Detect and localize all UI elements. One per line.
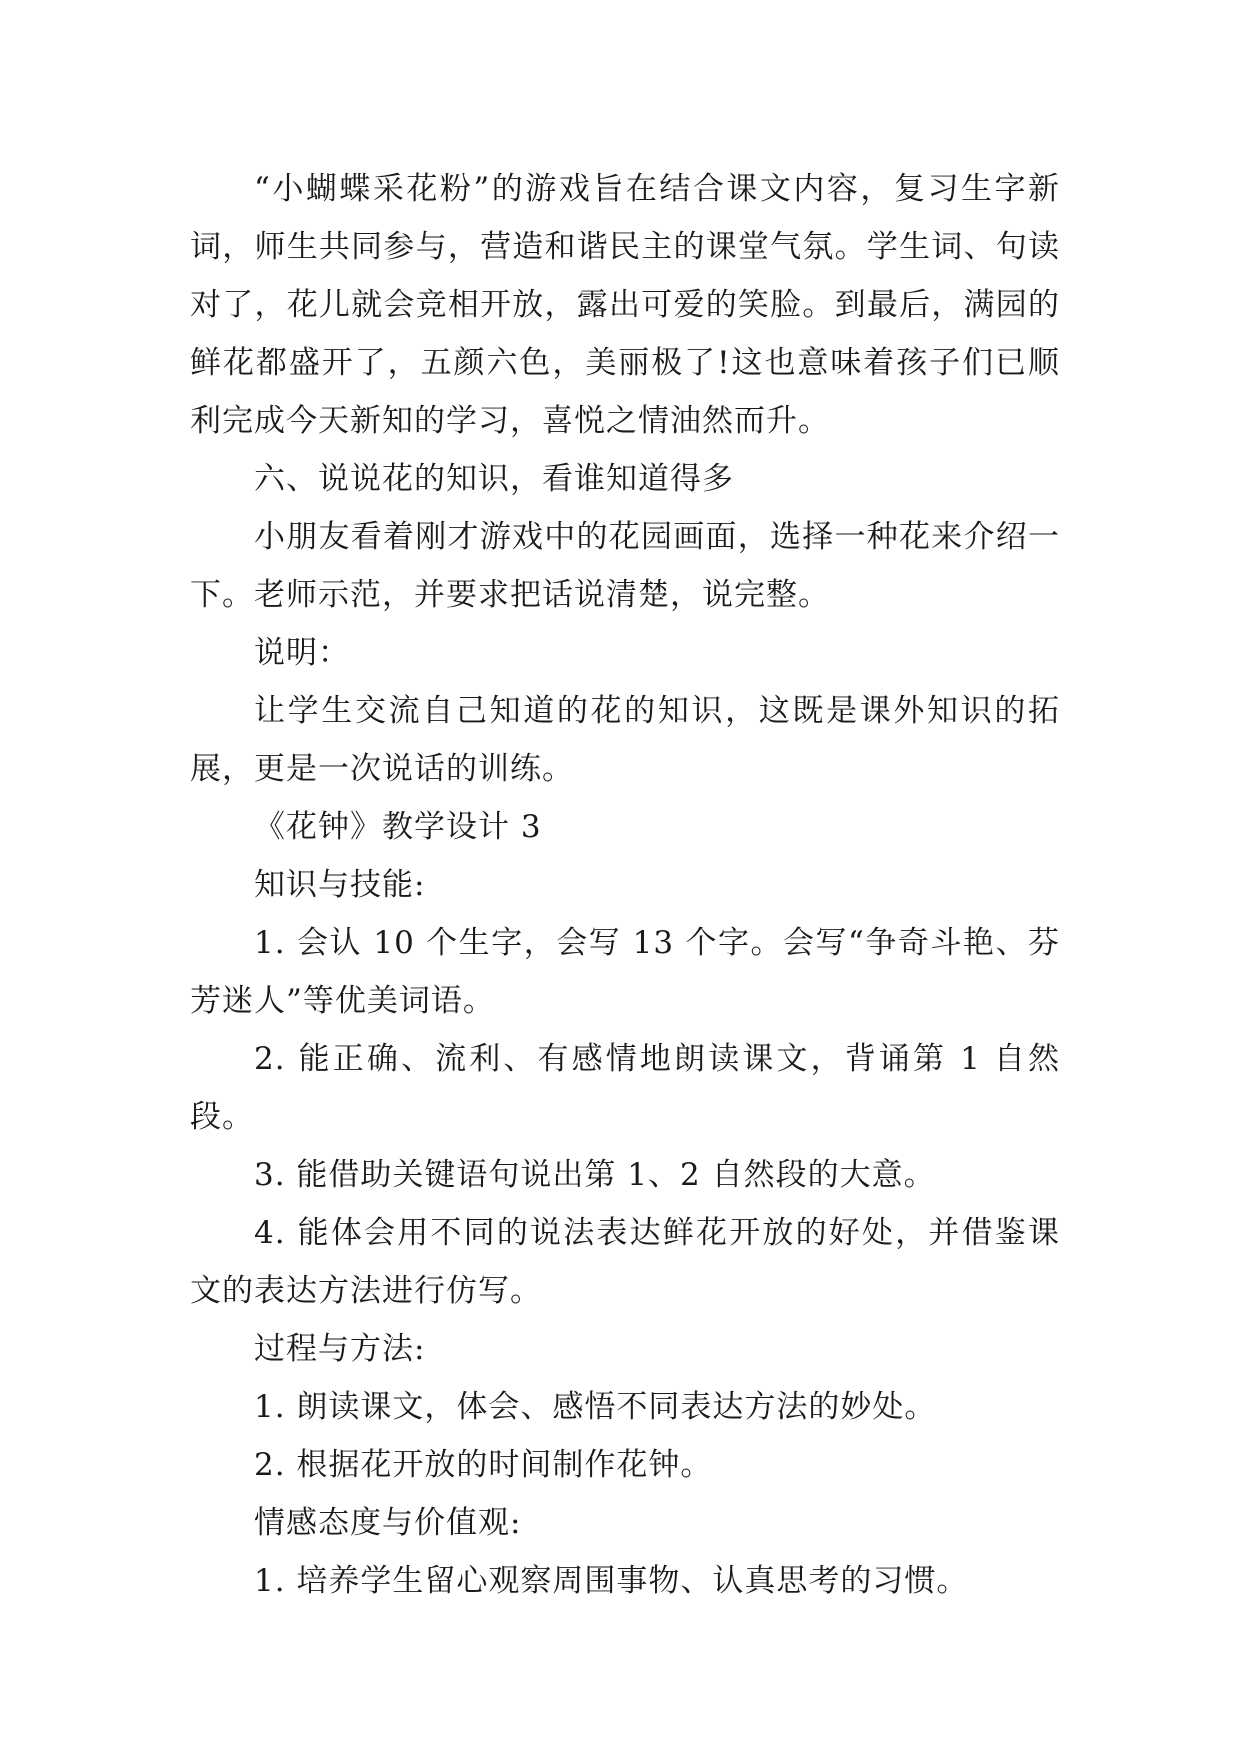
paragraph-game-purpose: “小蝴蝶采花粉”的游戏旨在结合课文内容，复习生字新词，师生共同参与，营造和谐民主的课堂气氛。学生词、句读对了，花儿就会竞相开放，露出可爱的笑脸。到最后，满园的鲜花都盛开了，五颜六色，美丽极了!这也意味着孩子们已顺利完成今天新知的学习，喜悦之情油然而升。 xyxy=(190,171,1060,439)
heading-knowledge-skills: 知识与技能: xyxy=(254,867,426,903)
design-title: 《花钟》教学设计 3 xyxy=(254,809,542,845)
list-item: 4. 能体会用不同的说法表达鲜花开放的好处，并借鉴课文的表达方法进行仿写。 xyxy=(190,1215,1060,1309)
heading-emotion-values: 情感态度与价值观: xyxy=(254,1505,522,1541)
list-item: 3. 能借助关键语句说出第 1、2 自然段的大意。 xyxy=(254,1157,936,1193)
list-item: 1. 会认 10 个生字，会写 13 个字。会写“争奇斗艳、芬芳迷人”等优美词语。 xyxy=(190,925,1060,1019)
list-item: 1. 朗读课文，体会、感悟不同表达方法的妙处。 xyxy=(254,1389,937,1425)
list-item: 2. 能正确、流利、有感情地朗读课文，背诵第 1 自然段。 xyxy=(190,1041,1060,1135)
paragraph-explanation: 让学生交流自己知道的花的知识，这既是课外知识的拓展，更是一次说话的训练。 xyxy=(190,693,1060,787)
section-heading-six: 六、说说花的知识，看谁知道得多 xyxy=(254,461,734,497)
label-explanation: 说明： xyxy=(254,635,350,671)
heading-process-methods: 过程与方法: xyxy=(254,1331,426,1367)
list-item: 1. 培养学生留心观察周围事物、认真思考的习惯。 xyxy=(254,1563,969,1599)
document-page xyxy=(190,160,1060,1610)
list-item: 2. 根据花开放的时间制作花钟。 xyxy=(254,1447,713,1483)
paragraph-introduce-flower: 小朋友看着刚才游戏中的花园画面，选择一种花来介绍一下。老师示范，并要求把话说清楚，说完整。 xyxy=(190,519,1060,613)
